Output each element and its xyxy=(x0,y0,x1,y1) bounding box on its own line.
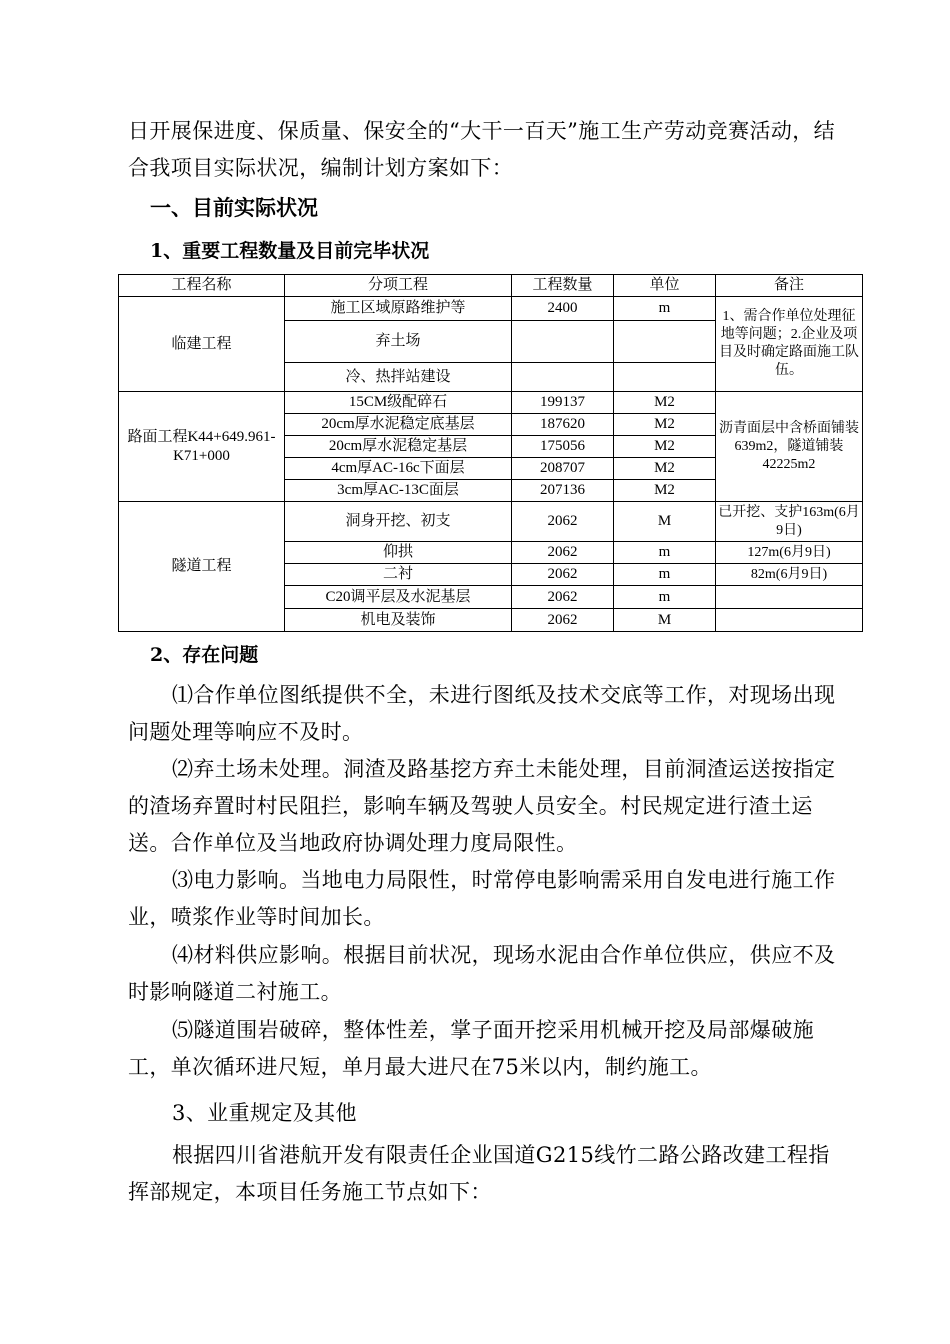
sub-item-cell: 二衬 xyxy=(285,564,512,586)
quantities-table xyxy=(118,274,863,632)
requirements-paragraph: 根据四川省港航开发有限责任企业国道G215线竹二路公路改建工程指挥部规定，本项目任务施工节点如下： xyxy=(128,1143,830,1204)
table-row xyxy=(119,502,863,542)
sub-item-cell: 20cm厚水泥稳定底基层 xyxy=(285,414,512,436)
table-header-cell: 工程数量 xyxy=(512,275,614,297)
sub-item-cell: 4cm厚AC-16c下面层 xyxy=(285,458,512,480)
unit-cell: M2 xyxy=(614,414,716,436)
sub-item-cell: 3cm厚AC-13C面层 xyxy=(285,480,512,502)
quantity-cell: 207136 xyxy=(512,480,614,502)
unit-cell: m xyxy=(614,542,716,564)
project-name-cell: 路面工程K44+649.961-K71+000 xyxy=(119,392,285,502)
quantity-cell: 2062 xyxy=(512,609,614,632)
remark-cell xyxy=(716,586,863,609)
sub-item-cell: 施工区域原路维护等 xyxy=(285,297,512,321)
sub-item-cell: 洞身开挖、初支 xyxy=(285,502,512,542)
table-header-row xyxy=(119,275,863,297)
sub-item-cell: 弃土场 xyxy=(285,321,512,363)
unit-cell: M2 xyxy=(614,480,716,502)
remark-cell: 127m(6月9日) xyxy=(716,542,863,564)
quantity-cell: 199137 xyxy=(512,392,614,414)
section-heading-current-status: 一、目前实际状况 xyxy=(150,195,318,220)
table-row xyxy=(119,392,863,414)
unit-cell: M xyxy=(614,502,716,542)
table-header-cell: 单位 xyxy=(614,275,716,297)
quantity-cell: 187620 xyxy=(512,414,614,436)
unit-cell: M2 xyxy=(614,392,716,414)
quantity-cell: 2062 xyxy=(512,586,614,609)
subsection-heading-quantities: 1、重要工程数量及目前完毕状况 xyxy=(150,240,430,262)
problem-item: ⑵弃土场未处理。洞渣及路基挖方弃土未能处理，目前洞渣运送按指定的渣场弃置时村民阻拦，影响车辆及驾驶人员安全。村民规定进行渣土运送。合作单位及当地政府协调处理力度局限性。 xyxy=(128,757,836,855)
problem-item: ⑷材料供应影响。根据目前状况，现场水泥由合作单位供应，供应不及时影响隧道二衬施工。 xyxy=(128,943,836,1004)
quantity-cell: 2062 xyxy=(512,502,614,542)
problem-item: ⑸隧道围岩破碎，整体性差，掌子面开挖采用机械开挖及局部爆破施工，单次循环进尺短，单月最大进尺在75米以内，制约施工。 xyxy=(128,1018,814,1079)
unit-cell: m xyxy=(614,586,716,609)
remark-cell xyxy=(716,609,863,632)
unit-cell: m xyxy=(614,564,716,586)
table-header-cell: 分项工程 xyxy=(285,275,512,297)
sub-item-cell: 20cm厚水泥稳定基层 xyxy=(285,436,512,458)
quantity-cell xyxy=(512,363,614,392)
sub-item-cell: 仰拱 xyxy=(285,542,512,564)
project-name-cell: 临建工程 xyxy=(119,297,285,392)
sub-item-cell: C20调平层及水泥基层 xyxy=(285,586,512,609)
remark-cell: 82m(6月9日) xyxy=(716,564,863,586)
remark-cell: 沥青面层中含桥面铺装639m2，隧道铺装42225m2 xyxy=(716,392,863,502)
quantity-cell: 175056 xyxy=(512,436,614,458)
remark-cell: 1、需合作单位处理征地等问题；2.企业及项目及时确定路面施工队伍。 xyxy=(716,297,863,392)
table-row xyxy=(119,297,863,321)
problem-item: ⑶电力影响。当地电力局限性，时常停电影响需采用自发电进行施工作业，喷浆作业等时间加长。 xyxy=(128,868,836,929)
unit-cell: M2 xyxy=(614,436,716,458)
quantity-cell: 2062 xyxy=(512,564,614,586)
unit-cell: M xyxy=(614,609,716,632)
quantity-cell: 2400 xyxy=(512,297,614,321)
remark-cell: 已开挖、支护163m(6月9日) xyxy=(716,502,863,542)
problem-item: ⑴合作单位图纸提供不全，未进行图纸及技术交底等工作，对现场出现问题处理等响应不及时。 xyxy=(128,683,836,744)
subsection-heading-requirements: 3、业重规定及其他 xyxy=(172,1101,357,1125)
quantity-cell: 208707 xyxy=(512,458,614,480)
sub-item-cell: 15CM级配碎石 xyxy=(285,392,512,414)
sub-item-cell: 冷、热拌站建设 xyxy=(285,363,512,392)
table-header-cell: 工程名称 xyxy=(119,275,285,297)
subsection-heading-problems: 2、存在问题 xyxy=(150,644,259,666)
quantity-cell xyxy=(512,321,614,363)
intro-paragraph: 日开展保进度、保质量、保安全的“大干一百天”施工生产劳动竞赛活动，结合我项目实际状况，编制计划方案如下： xyxy=(128,119,836,180)
quantity-cell: 2062 xyxy=(512,542,614,564)
sub-item-cell: 机电及装饰 xyxy=(285,609,512,632)
table-header-cell: 备注 xyxy=(716,275,863,297)
unit-cell: m xyxy=(614,297,716,321)
unit-cell: M2 xyxy=(614,458,716,480)
unit-cell xyxy=(614,363,716,392)
unit-cell xyxy=(614,321,716,363)
project-name-cell: 隧道工程 xyxy=(119,502,285,632)
